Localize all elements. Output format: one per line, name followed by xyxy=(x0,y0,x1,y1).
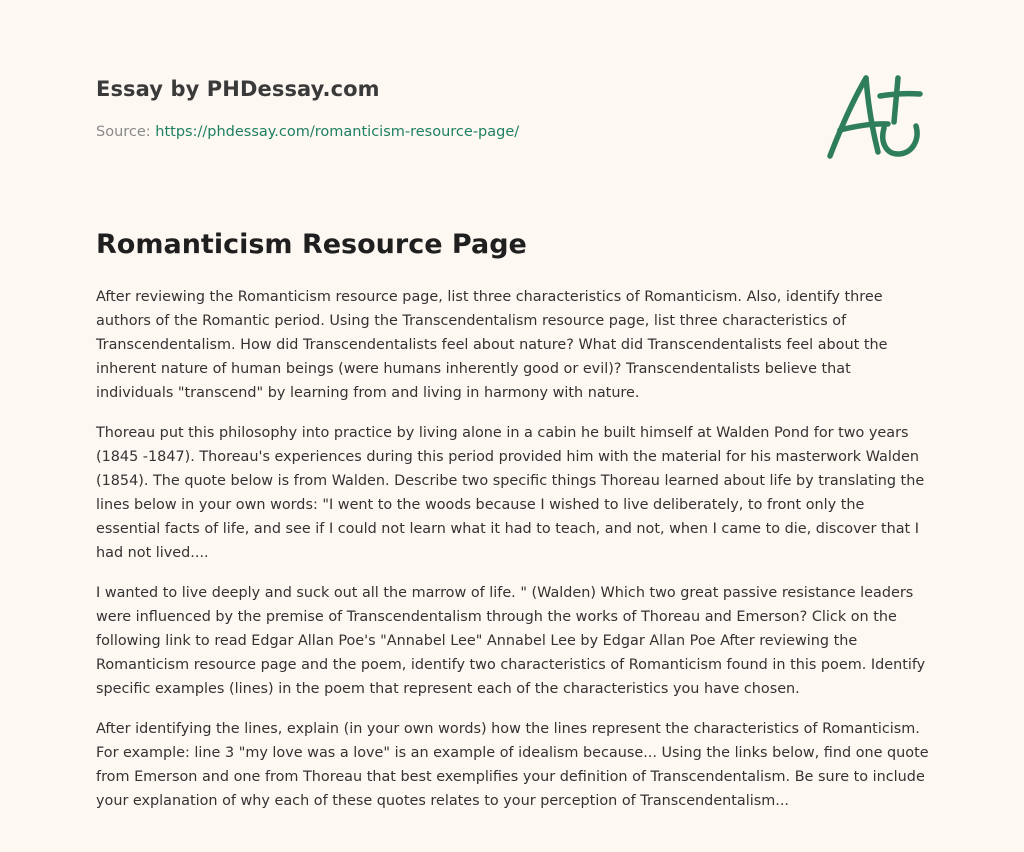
page-header xyxy=(96,74,926,174)
article-body xyxy=(96,285,930,829)
source-label: Source: xyxy=(96,124,156,140)
page-title: Romanticism Resource Page xyxy=(96,229,527,260)
site-brand: Essay by PHDessay.com xyxy=(96,77,380,101)
paragraph: After reviewing the Romanticism resource page, list three characteristics of Romanticism. Also, identify three authors of the Romantic period. Using the Transcendentalism resource page, list three characteristics of Transcendentalism. How did Transcendentalists feel about nature? What did Transcendentalists feel about the inherent nature of human beings (were humans inherently good or evil)? Transcendentalists believe that individuals "transcend" by learning from and living in harmony with nature. xyxy=(96,289,888,401)
source-link[interactable]: https://phdessay.com/romanticism-resource-page/ xyxy=(155,124,520,140)
paragraph: After identifying the lines, explain (in your own words) how the lines represent the characteristics of Romanticism. For example: line 3 "my love was a love" is an example of idealism because... Using the links below, find one quote from Emerson and one from Thoreau that best exemplifies your definition of Transcendentalism. Be sure to include your explanation of why each of these quotes relates to your perception of Transcendentalism... xyxy=(96,721,929,809)
paragraph: Thoreau put this philosophy into practice by living alone in a cabin he built himself at Walden Pond for two years (1845 -1847). Thoreau's experiences during this period provided him with the material for his masterwork Walden (1854). The quote below is from Walden. Describe two specific things Thoreau learned about life by translating the lines below in your own words: "I went to the woods because I wished to live deliberately, to front only the essential facts of life, and see if I could not learn what it had to teach, and not, when I came to die, discover that I had not lived.... xyxy=(96,425,925,561)
paragraph: I wanted to live deeply and suck out all the marrow of life. " (Walden) Which two great passive resistance leaders were influenced by the premise of Transcendentalism through the works of Thoreau and Emerson? Click on the following link to read Edgar Allan Poe's "Annabel Lee" Annabel Lee by Edgar Allan Poe After reviewing the Romanticism resource page and the poem, identify two characteristics of Romanticism found in this poem. Identify specific examples (lines) in the poem that represent each of the characteristics you have chosen. xyxy=(96,585,926,697)
a-plus-logo-icon xyxy=(822,68,926,164)
source-line xyxy=(96,122,926,142)
